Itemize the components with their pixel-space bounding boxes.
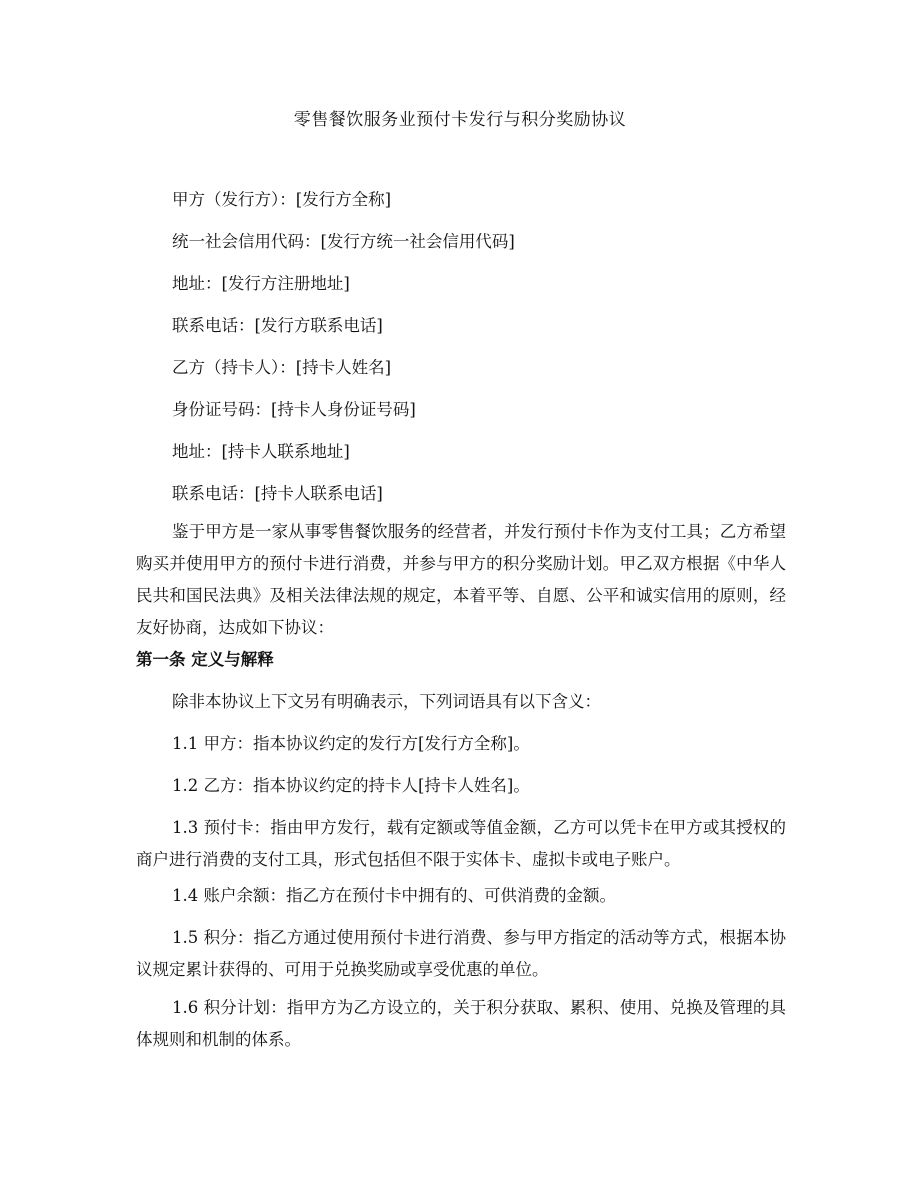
article-1-heading: 第一条 定义与解释 xyxy=(136,650,274,669)
preamble-paragraph: 鉴于甲方是一家从事零售餐饮服务的经营者，并发行预付卡作为支付工具；乙方希望购买并使用甲方的预付卡进行消费，并参与甲方的积分奖励计划。甲乙双方根据《中华人民共和国民法典》及相关法律法规的规定，本着平等、自愿、公平和诚实信用的原则，经友好协商，达成如下协议： xyxy=(136,522,786,637)
definition-item: 1.4 账户余额：指乙方在预付卡中拥有的、可供消费的金额。 xyxy=(172,886,616,905)
party-b-name: 乙方（持卡人）：[持卡人姓名] xyxy=(172,358,392,377)
definition-item: 1.2 乙方：指本协议约定的持卡人[持卡人姓名]。 xyxy=(172,776,530,795)
article-1-intro: 除非本协议上下文另有明确表示，下列词语具有以下含义： xyxy=(172,692,601,711)
party-a-name: 甲方（发行方）：[发行方全称] xyxy=(172,190,392,209)
definition-item: 1.5 积分：指乙方通过使用预付卡进行消费、参与甲方指定的活动等方式，根据本协议规定累计获得的、可用于兑换奖励或享受优惠的单位。 xyxy=(136,928,786,979)
document-title: 零售餐饮服务业预付卡发行与积分奖励协议 xyxy=(293,110,627,130)
party-b-phone: 联系电话：[持卡人联系电话] xyxy=(172,484,383,503)
party-b-address: 地址：[持卡人联系地址] xyxy=(172,442,350,461)
party-a-phone: 联系电话：[发行方联系电话] xyxy=(172,316,383,335)
party-b-id-number: 身份证号码：[持卡人身份证号码] xyxy=(172,400,416,419)
definition-item: 1.6 积分计划：指甲方为乙方设立的，关于积分获取、累积、使用、兑换及管理的具体规则和机制的体系。 xyxy=(136,998,786,1049)
party-a-credit-code: 统一社会信用代码：[发行方统一社会信用代码] xyxy=(172,232,515,251)
definition-item: 1.3 预付卡：指由甲方发行，载有定额或等值金额，乙方可以凭卡在甲方或其授权的商户进行消费的支付工具，形式包括但不限于实体卡、虚拟卡或电子账户。 xyxy=(136,818,786,869)
definition-item: 1.1 甲方：指本协议约定的发行方[发行方全称]。 xyxy=(172,734,530,753)
party-a-address: 地址：[发行方注册地址] xyxy=(172,274,350,293)
